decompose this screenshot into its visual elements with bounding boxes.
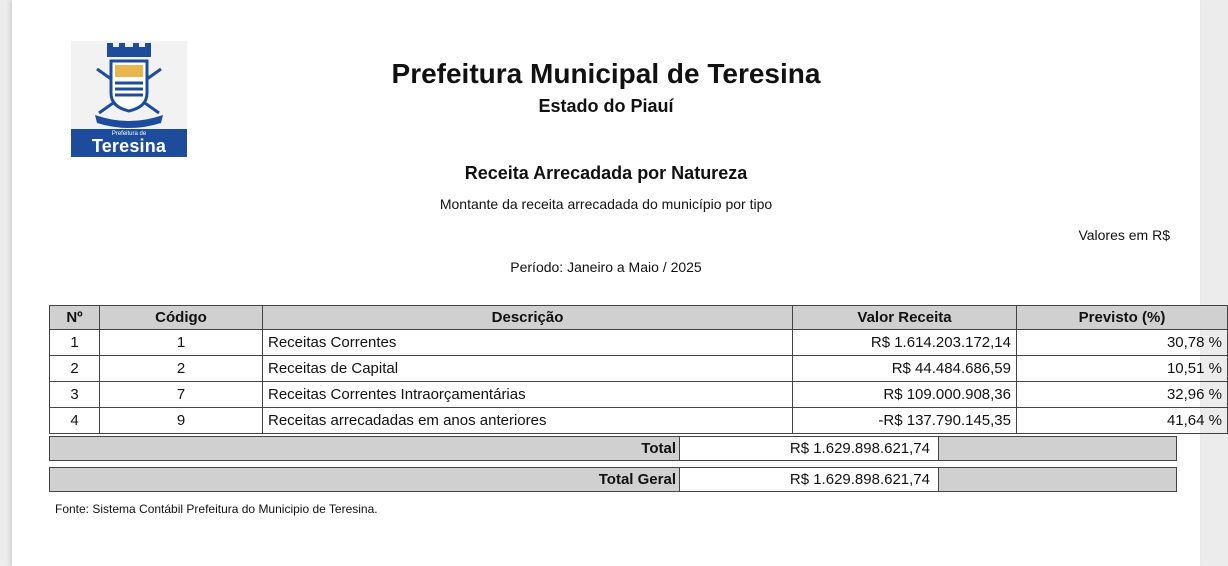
cell-descricao: Receitas de Capital bbox=[263, 356, 793, 382]
cell-descricao: Receitas arrecadadas em anos anteriores bbox=[263, 408, 793, 434]
table-header-row bbox=[50, 306, 1228, 330]
table-row bbox=[50, 408, 1228, 434]
logo-band bbox=[71, 129, 187, 157]
source-note: Fonte: Sistema Contábil Prefeitura do Municipio de Teresina. bbox=[55, 502, 378, 516]
cell-codigo: 1 bbox=[100, 330, 263, 356]
cell-numero: 1 bbox=[50, 330, 100, 356]
logo-name: Teresina bbox=[91, 136, 167, 156]
col-header-valor: Valor Receita bbox=[793, 306, 1017, 330]
cell-valor: R$ 1.614.203.172,14 bbox=[793, 330, 1017, 356]
report-title: Receita Arrecadada por Natureza bbox=[464, 163, 748, 183]
grand-total-row bbox=[49, 467, 1177, 492]
table-row bbox=[50, 382, 1228, 408]
page-title: Prefeitura Municipal de Teresina bbox=[391, 58, 821, 89]
col-header-previsto: Previsto (%) bbox=[1017, 306, 1228, 330]
report-period: Período: Janeiro a Maio / 2025 bbox=[510, 259, 702, 275]
cell-descricao: Receitas Correntes bbox=[263, 330, 793, 356]
col-header-descricao: Descrição bbox=[263, 306, 793, 330]
table-row bbox=[50, 356, 1228, 382]
col-header-numero: Nº bbox=[50, 306, 100, 330]
cell-valor: R$ 109.000.908,36 bbox=[793, 382, 1017, 408]
col-header-codigo: Código bbox=[100, 306, 263, 330]
currency-unit: Valores em R$ bbox=[1078, 227, 1170, 243]
cell-descricao: Receitas Correntes Intraorçamentárias bbox=[263, 382, 793, 408]
grand-total-label: Total Geral bbox=[598, 471, 676, 488]
table-row bbox=[50, 330, 1228, 356]
total-label: Total bbox=[641, 440, 676, 457]
total-value: R$ 1.629.898.621,74 bbox=[679, 437, 939, 460]
revenue-table bbox=[49, 305, 1228, 434]
logo-small-text: Prefeitura de bbox=[111, 131, 147, 137]
total-row bbox=[49, 436, 1177, 461]
cell-numero: 2 bbox=[50, 356, 100, 382]
cell-valor: R$ 44.484.686,59 bbox=[793, 356, 1017, 382]
cell-valor: -R$ 137.790.145,35 bbox=[793, 408, 1017, 434]
cell-numero: 4 bbox=[50, 408, 100, 434]
cell-numero: 3 bbox=[50, 382, 100, 408]
cell-previsto: 32,96 % bbox=[1017, 382, 1228, 408]
grand-total-value: R$ 1.629.898.621,74 bbox=[679, 468, 939, 491]
cell-previsto: 30,78 % bbox=[1017, 330, 1228, 356]
cell-codigo: 9 bbox=[100, 408, 263, 434]
cell-previsto: 10,51 % bbox=[1017, 356, 1228, 382]
cell-previsto: 41,64 % bbox=[1017, 408, 1228, 434]
state-name: Estado do Piauí bbox=[538, 96, 674, 116]
cell-codigo: 7 bbox=[100, 382, 263, 408]
cell-codigo: 2 bbox=[100, 356, 263, 382]
report-subtitle: Montante da receita arrecadada do município por tipo bbox=[439, 196, 773, 212]
